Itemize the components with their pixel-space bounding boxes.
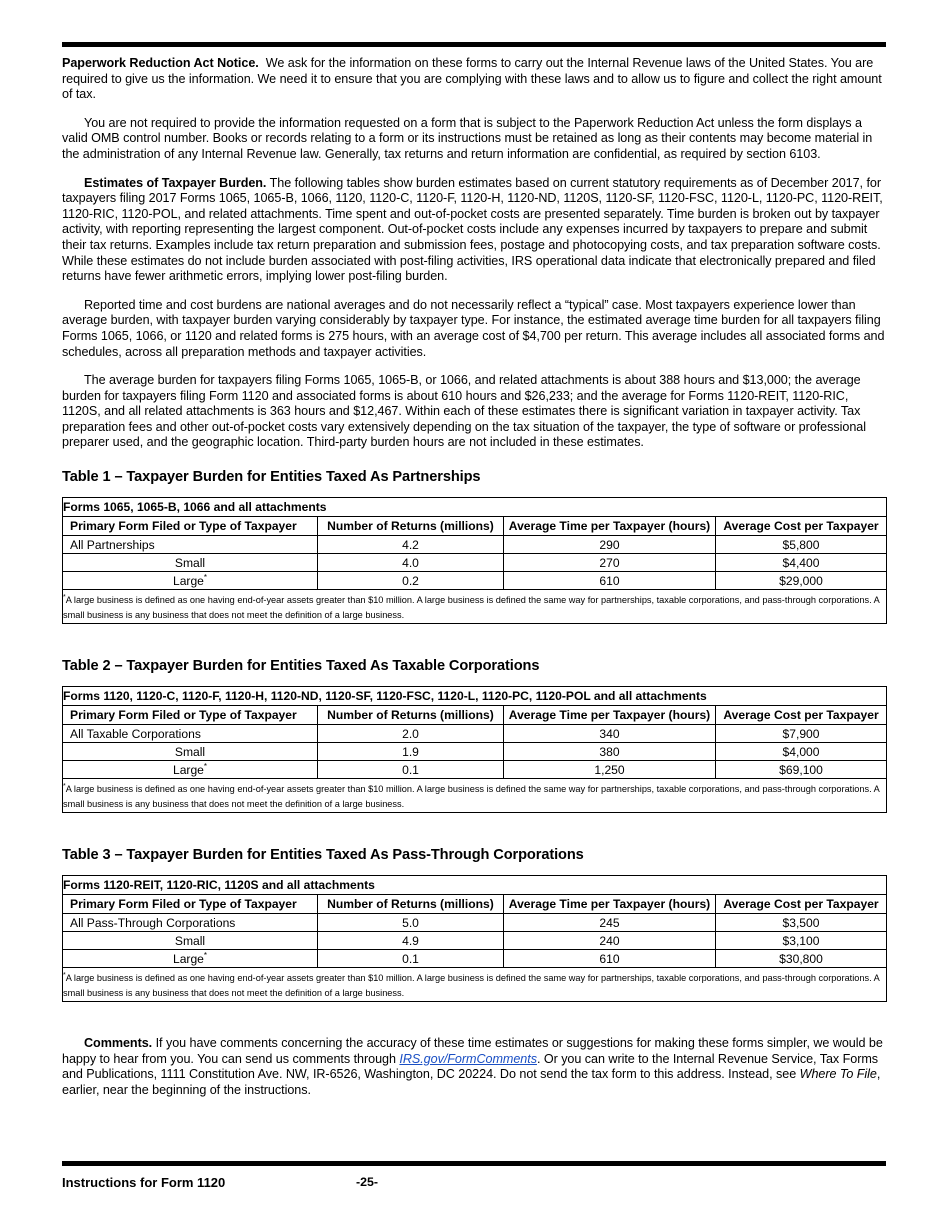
table-row — [63, 536, 887, 554]
table-1-title: Table 1 – Taxpayer Burden for Entities Taxed As Partnerships — [62, 469, 481, 486]
cell-number-of-returns: 5.0 — [318, 914, 504, 932]
table-row — [63, 876, 887, 895]
paragraph-lead-label: Estimates of Taxpayer Burden. — [84, 175, 267, 190]
paragraph-national-averages: Reported time and cost burdens are national averages and do not necessarily reflect a “typical” case. Most taxpayers experience lower than average burden, with taxpayer burden varying considerably by taxpayer type. For instance, the estimated average time burden for all taxpayers filing Forms 1065, 1066, or 1120 and related forms is 275 hours, with an average cost of $4,700 per return. This average includes all associated forms and schedules, across all preparation methods and taxpayer activities. — [62, 297, 885, 359]
cell-average-time: 240 — [504, 932, 716, 950]
row-label: Small — [63, 554, 318, 572]
cell-average-cost: $29,000 — [716, 572, 887, 590]
cell-average-time: 290 — [504, 536, 716, 554]
paragraph-text: We ask for the information on these forms to carry out the Internal Revenue laws of the United States. You are required to give us the information. We need it to ensure that you are complying with these laws and to allow us to figure and collect the right amount of tax. — [62, 56, 882, 102]
cell-average-time: 610 — [504, 950, 716, 968]
footer-page-number: -25- — [355, 1175, 379, 1189]
table-3-caption: Forms 1120-REIT, 1120-RIC, 1120S and all attachments — [63, 876, 887, 895]
row-label: All Partnerships — [63, 536, 318, 554]
cell-number-of-returns: 0.2 — [318, 572, 504, 590]
where-to-file-reference: Where To File — [799, 1067, 877, 1082]
footnote-marker: * — [63, 783, 66, 791]
footer-rule — [62, 1161, 886, 1166]
cell-number-of-returns: 0.1 — [318, 761, 504, 779]
table-header-row — [63, 706, 887, 725]
cell-average-cost: $3,100 — [716, 932, 887, 950]
cell-number-of-returns: 4.9 — [318, 932, 504, 950]
irs-form-comments-link[interactable]: IRS.gov/FormComments — [399, 1051, 537, 1066]
table-3 — [62, 875, 887, 1002]
cell-average-time: 380 — [504, 743, 716, 761]
table-row — [63, 779, 887, 813]
column-header-primary-form: Primary Form Filed or Type of Taxpayer — [63, 706, 318, 725]
footer-row — [62, 1175, 886, 1201]
cell-number-of-returns: 1.9 — [318, 743, 504, 761]
paragraph-lead-label: Comments. — [84, 1036, 153, 1051]
row-label: Small — [63, 932, 318, 950]
table-row — [63, 725, 887, 743]
table-header-row — [63, 895, 887, 914]
table-2-title: Table 2 – Taxpayer Burden for Entities Taxed As Taxable Corporations — [62, 658, 540, 675]
column-header-average-time: Average Time per Taxpayer (hours) — [504, 895, 716, 914]
page-footer — [62, 1161, 886, 1201]
cell-average-cost: $30,800 — [716, 950, 887, 968]
footnote-marker: * — [203, 573, 208, 583]
table-1 — [62, 497, 887, 624]
column-header-number-of-returns: Number of Returns (millions) — [318, 895, 504, 914]
table-row — [63, 932, 887, 950]
column-header-average-cost: Average Cost per Taxpayer — [716, 517, 887, 536]
row-label: Small — [63, 743, 318, 761]
column-header-primary-form: Primary Form Filed or Type of Taxpayer — [63, 517, 318, 536]
column-header-number-of-returns: Number of Returns (millions) — [318, 706, 504, 725]
table-3-title: Table 3 – Taxpayer Burden for Entities Taxed As Pass-Through Corporations — [62, 847, 584, 864]
row-label-text: Large — [172, 952, 204, 967]
paragraph-average-burden: The average burden for taxpayers filing Forms 1065, 1065-B, or 1066, and related attachments is about 388 hours and $13,000; the average burden for taxpayers filing Form 1120 and associated forms is about 610 hours and $26,233; and the average for Forms 1120-REIT, 1120-RIC, 1120S, and all related attachments is 363 hours and $12,467. Within each of these estimates there is significant variation in taxpayer activity. Tax preparation fees and other out-of-pocket costs vary extensively depending on the tax situation of the taxpayer, the type of software or professional preparer used, and the geographic location. Third-party burden hours are not included in these estimates. — [62, 373, 866, 450]
table-block-1 — [62, 469, 886, 624]
cell-number-of-returns: 4.2 — [318, 536, 504, 554]
paragraph-omb-control: You are not required to provide the information requested on a form that is subject to the Paperwork Reduction Act unless the form displays a valid OMB control number. Books or records relating to a form or its instructions must be retained as long as their contents may become material in the administration of any Internal Revenue law. Generally, tax returns and return information are confidential, as required by section 6103. — [62, 115, 873, 161]
cell-number-of-returns: 2.0 — [318, 725, 504, 743]
table-row — [63, 554, 887, 572]
table-row — [63, 950, 887, 968]
paragraph-estimates-of-taxpayer-burden — [62, 176, 886, 285]
footnote-marker: * — [203, 951, 208, 961]
paragraph-paperwork-reduction-notice — [62, 56, 886, 103]
footnote-text: A large business is defined as one having end-of-year assets greater than $10 million. A large business is defined the same way for partnerships, taxable corporations, and pass-through corporations. A small business is any business that does not meet the definition of a large business. — [63, 595, 880, 621]
cell-average-cost: $69,100 — [716, 761, 887, 779]
table-1-footnote — [63, 590, 887, 624]
cell-average-time: 245 — [504, 914, 716, 932]
cell-average-cost: $3,500 — [716, 914, 887, 932]
table-header-row — [63, 517, 887, 536]
row-label-text: Large — [172, 574, 204, 589]
table-row — [63, 761, 887, 779]
paragraph-text: The following tables show burden estimates based on current statutory requirements as of December 2017, for taxpayers filing 2017 Forms 1065, 1065-B, 1066, 1120, 1120-C, 1120-F, 1120-H, 1120-ND, 1120S, 1120-SF, 1120-FSC, 1120-L, 1120-PC, 1120-REIT, 1120-RIC, 1120-POL, and related attachments. Time spent and out-of-pocket costs are presented separately. Time burden is broken out by taxpayer activity, with reporting representing the largest component. Out-of-pocket costs include any expenses incurred by taxpayers to prepare and submit their tax returns. Examples include tax return preparation and submission fees, postage and photocopying costs, and tax preparation software costs. While these estimates do not include burden associated with post-filing activities, IRS operational data indicate that electronically prepared and filed returns have fewer arithmetic errors, implying lower post-filing burden. — [62, 175, 883, 284]
column-header-primary-form: Primary Form Filed or Type of Taxpayer — [63, 895, 318, 914]
row-label — [63, 950, 318, 968]
comments-text-part-3: , earlier, near the beginning of the instructions. — [62, 1067, 881, 1098]
cell-average-cost: $5,800 — [716, 536, 887, 554]
row-label — [63, 572, 318, 590]
table-2-caption: Forms 1120, 1120-C, 1120-F, 1120-H, 1120-ND, 1120-SF, 1120-FSC, 1120-L, 1120-PC, 1120-POL and all attachments — [63, 687, 887, 706]
table-2-footnote — [63, 779, 887, 813]
cell-number-of-returns: 0.1 — [318, 950, 504, 968]
table-row — [63, 743, 887, 761]
footnote-marker: * — [63, 972, 66, 980]
comments-text-part-1: If you have comments concerning the accuracy of these time estimates or suggestions for making these forms simpler, we would be happy to hear from you. You can send us comments through — [62, 1036, 883, 1066]
column-header-average-time: Average Time per Taxpayer (hours) — [504, 517, 716, 536]
cell-average-cost: $4,400 — [716, 554, 887, 572]
cell-average-cost: $7,900 — [716, 725, 887, 743]
column-header-number-of-returns: Number of Returns (millions) — [318, 517, 504, 536]
table-block-3 — [62, 847, 886, 1002]
footnote-marker: * — [203, 762, 208, 772]
table-row — [63, 687, 887, 706]
footnote-marker: * — [63, 594, 66, 602]
column-header-average-cost: Average Cost per Taxpayer — [716, 706, 887, 725]
footer-document-title: Instructions for Form 1120 — [62, 1175, 226, 1190]
page-content — [62, 42, 886, 1112]
cell-average-time: 270 — [504, 554, 716, 572]
table-3-footnote — [63, 968, 887, 1002]
table-block-2 — [62, 658, 886, 813]
row-label: All Pass-Through Corporations — [63, 914, 318, 932]
cell-average-time: 610 — [504, 572, 716, 590]
column-header-average-cost: Average Cost per Taxpayer — [716, 895, 887, 914]
cell-average-cost: $4,000 — [716, 743, 887, 761]
table-2 — [62, 686, 887, 813]
cell-number-of-returns: 4.0 — [318, 554, 504, 572]
row-label: All Taxable Corporations — [63, 725, 318, 743]
cell-average-time: 1,250 — [504, 761, 716, 779]
footnote-text: A large business is defined as one having end-of-year assets greater than $10 million. A large business is defined the same way for partnerships, taxable corporations, and pass-through corporations. A small business is any business that does not meet the definition of a large business. — [63, 784, 880, 810]
table-row — [63, 590, 887, 624]
row-label-text: Large — [172, 763, 204, 778]
cell-average-time: 340 — [504, 725, 716, 743]
row-label — [63, 761, 318, 779]
paragraph-lead-label: Paperwork Reduction Act Notice. — [62, 56, 259, 70]
table-row — [63, 914, 887, 932]
footnote-text: A large business is defined as one having end-of-year assets greater than $10 million. A large business is defined the same way for partnerships, taxable corporations, and pass-through corporations. A small business is any business that does not meet the definition of a large business. — [63, 973, 880, 999]
table-row — [63, 498, 887, 517]
table-row — [63, 968, 887, 1002]
top-rule — [62, 42, 886, 47]
table-1-caption: Forms 1065, 1065-B, 1066 and all attachments — [63, 498, 887, 517]
column-header-average-time: Average Time per Taxpayer (hours) — [504, 706, 716, 725]
paragraph-comments — [62, 1036, 886, 1098]
comments-text-part-2: . Or you can write to the Internal Revenue Service, Tax Forms and Publications, 1111 Constitution Ave. NW, IR-6526, Washington, DC 20224. Do not send the tax form to this address. Instead, see — [62, 1051, 879, 1082]
table-row — [63, 572, 887, 590]
